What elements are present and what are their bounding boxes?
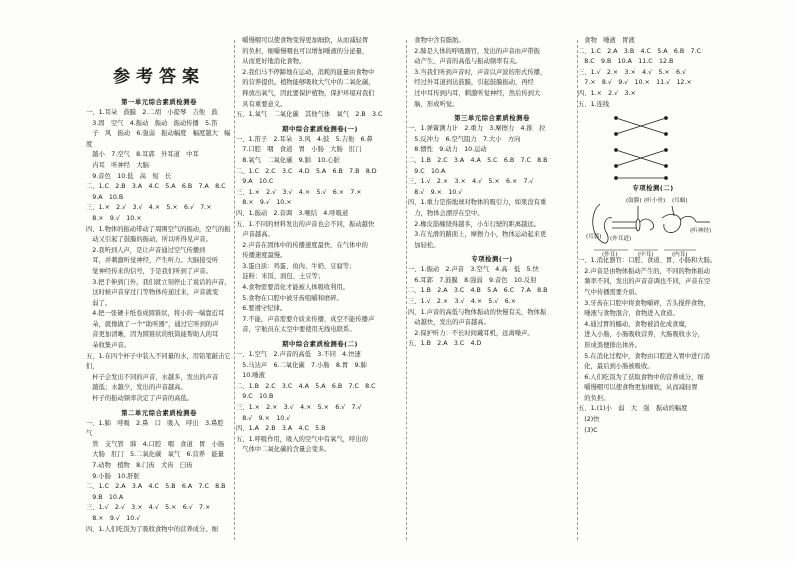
answer-line: 淀粉：米饭、面包、土豆等； <box>236 273 325 281</box>
answer-line: 朵收集声音。 <box>86 342 131 350</box>
column-divider <box>234 40 235 540</box>
answer-line: 大肠 肛门 5.二氧化碳 氧气 6.营养 能量 <box>86 451 224 459</box>
answer-line: 7.动物 植物 8.门齿 犬齿 臼齿 <box>86 462 193 469</box>
answer-line: (2)快 <box>578 416 600 424</box>
answer-block <box>86 419 232 536</box>
ear-label: (耳蜗) <box>672 198 688 205</box>
answer-line: 五、1.呼吸作用，吸入的空气中有氧气，呼出的 <box>236 435 368 443</box>
answer-line: 五、1.氧气 二氧化碳 其他气体 氧气 2.B 3.C <box>236 111 383 119</box>
answer-line: 一、1.耳朵 鼓膜 2.二胡 小提琴 吉他 鼓 <box>86 109 218 116</box>
answer-line: 朵，就像做了一个“助听器”，通过它听到的声 <box>86 320 219 328</box>
answer-line: 5.马达声 6.二氧化碳 7.小肠 8.胃 9.肺 <box>236 361 367 369</box>
answer-line: 觉神经传来的信号，于是我们听到了声音。 <box>86 267 212 275</box>
answer-line: 9.小肠 10.肝脏 <box>86 472 140 480</box>
answer-line: 一、1.消化器官：口腔、食道、胃、小肠和大肠。 <box>578 257 717 265</box>
answer-line: 9.音色 10.低 高 短 长 <box>86 172 172 180</box>
column-4 <box>578 36 728 546</box>
answer-line: 一、1.笛子 2.耳朵 3.风 4.鼓 5.吉他 6.鼻 <box>236 135 373 143</box>
answer-line: 一、1.振动 2.声音 3.空气 4.高 低 5.快 <box>408 266 539 274</box>
answer-line: 唾液与食物混合，食物进入食道。 <box>578 310 679 318</box>
answer-line: 一、1.肺 呼吸 2.鼻 口 吸入 呼出 3.鼻腔 气 <box>86 419 230 438</box>
answer-line: 从而更好地消化食物。 <box>236 58 306 66</box>
answer-line: 三、1.× 2.√ 3.√ 4.× 5.√ 6.× 7.× <box>236 188 362 196</box>
ear-label: (外耳道) <box>610 236 632 243</box>
answer-line: 三、1.× 2.√ 3.√ 4.× 5.× 6.√ 7.× <box>86 204 212 212</box>
answer-line: 进入小肠，小肠吸收营养，大肠吸收水分， <box>578 331 704 339</box>
answer-block <box>578 256 728 436</box>
answer-line: 传播速度最慢。 <box>236 252 287 260</box>
answer-line: 8.√ 9.× 10.√ <box>408 188 463 196</box>
answer-line: 五、1.不同的材料发出的声音也会不同，振动越快 <box>236 220 375 228</box>
answer-line: 食物 唾液 胃液 <box>578 37 635 44</box>
answer-line: 三、1.× 2.× 3.√ 4.× 5.× 6.√ 7.√ <box>236 404 362 411</box>
answer-line: 音，宇航员在太空中要使用无线电联系。 <box>236 326 356 334</box>
answer-line: 五、1.(1)小 弱 大 强 振动的幅度 <box>578 405 688 413</box>
section-heading: 第二单元综合素质检测卷 <box>121 408 197 417</box>
answer-line: 9.A 10.C <box>236 178 274 186</box>
answer-line: 二、1.B 2.A 3.C 4.B 5.A 6.C 7.A 8.B <box>408 287 548 295</box>
answer-block <box>578 36 728 110</box>
answer-line: 三、1.√ 2.× 3.√ 4.× 5.√ 6.× <box>408 298 516 306</box>
answer-line: 动产生，声音的高低与振动频率有关。 <box>408 58 522 66</box>
answer-line: 5.反冲力 6.空气阻力 7.大小 方向 <box>408 135 521 143</box>
answer-line: 5.食物在口腔中被牙齿咀嚼和磨碎。 <box>236 294 343 302</box>
answer-line: 4.把一张硬卡纸卷成圆锥状，将小的一端靠近耳 <box>86 310 225 318</box>
answer-line: 五、1.连线 <box>578 100 610 108</box>
answer-line: 加轻松。 <box>408 241 440 249</box>
answer-line: 气中传播需要介质。 <box>578 288 641 296</box>
ear-structure-diagram <box>586 194 722 259</box>
answer-line: 2.声音是由物体振动产生的，不同的物体振动 <box>578 267 710 275</box>
section-heading: 第三单元综合素质检测卷 <box>454 114 530 123</box>
answer-block <box>86 108 232 405</box>
answer-line: 动越快，发出的声音越高。 <box>408 319 490 327</box>
answer-line: 10.唾液 <box>236 372 265 380</box>
answer-line: 具有重要意义。 <box>236 100 287 108</box>
answer-line: 二、1.B 2.C 3.A 4.A 5.C 6.B 7.C 8.B <box>408 156 548 164</box>
ear-region-label: (中耳) <box>638 252 654 259</box>
answer-line: 2.肺是人体的呼吸器官，发出的声音由声带振 <box>408 47 540 55</box>
answer-line: 四、1.× 2.√ 3.× <box>578 89 636 97</box>
answer-line: 5.在消化过程中，食物由口腔进入胃中进行消 <box>578 352 710 360</box>
answer-line: 3.把手伸到门外，我们就立刻停止了说话的声音， <box>86 278 231 286</box>
answer-line: 8.√ 9.× 10.√ <box>236 414 291 422</box>
column-3 <box>408 36 576 546</box>
answer-line: 杯子会发出不同的声音，水越多，发出的声音 <box>86 373 219 381</box>
answer-line: 脑，形成听觉。 <box>408 100 459 108</box>
ear-region-label: (外耳) <box>602 252 618 259</box>
answer-line: 9.C 10.A <box>408 167 446 175</box>
answer-line: 8.× 9.√ 10.√ <box>86 514 141 522</box>
answer-line: 越低；水越少，发出的声音越高。 <box>86 384 187 392</box>
answer-line: 2.我们马不停蹄地在运动，消耗的能量由食物中 <box>236 68 375 76</box>
answer-line: 的负担，细嚼慢咽也可以增加唾液的分泌量， <box>236 47 369 55</box>
answer-line: 四、1.声音的高低与物体振动的快慢有关，物体振 <box>408 308 547 316</box>
answer-line: 3.牙齿在口腔中将食物嚼碎，舌头搅拌食物， <box>578 299 710 307</box>
answer-line: 经过外耳道到达鼓膜，引起鼓膜振动，再经 <box>408 79 534 87</box>
answer-line: 4.通过胃的蠕动，食物被消化成食糜， <box>578 320 692 328</box>
answer-line: 4.食物需要消化才能被人体吸收利用。 <box>236 284 350 292</box>
matching-lines-diagram <box>586 112 706 180</box>
answer-line: 越小 7.空气 8.耳郭 外耳道 中耳 <box>86 151 199 159</box>
answer-line: 8.氧气 二氧化碳 9.肺 10.心脏 <box>236 156 340 164</box>
section-heading: 第一单元综合素质检测卷 <box>121 98 197 106</box>
answer-line: 二、1.C 2.C 3.C 4.D 5.A 6.B 7.B 8.D <box>236 167 377 175</box>
answer-line: 这时候声音穿过门等物体传递过来，声音就变 <box>86 289 219 297</box>
answer-line: 四、1.物体的振动带动了周围空气的振动，空气的振 <box>86 225 231 233</box>
answer-line: 6.要遵守纪律。 <box>236 305 287 313</box>
answer-line: 二、1.C 2.B 3.A 4.C 5.A 6.B 7.A 8.C <box>86 183 226 191</box>
answer-line: 一、1.空气 2.声音的高低 3.不同 4.快速 <box>236 351 361 359</box>
answer-line: 三、1.√ 2.× 3.× 4.√ 5.× 6.√ <box>578 68 686 76</box>
answer-line: 嚼慢咽可以使食物变得更加细软，从而减轻胃 <box>236 37 369 44</box>
answer-line: 二、1.B 2.C 3.C 4.A 5.A 6.B 7.C 8.C <box>236 382 376 390</box>
answer-line: 四、1.人们吃饭为了吸收食物中的营养成分。细 <box>86 525 218 533</box>
answer-line: 频率不同，发出的声音音调也不同，声音在空 <box>578 278 711 286</box>
answer-line: 7.不能，声音需要介质来传播，真空不能传播声 <box>236 315 375 323</box>
answer-line: 9.A 10.B <box>86 193 124 201</box>
answer-block <box>408 124 576 251</box>
answer-line: 8.× 9.√ 10.× <box>86 214 142 222</box>
answer-block <box>408 265 576 350</box>
column-divider <box>406 40 407 540</box>
answer-block <box>408 36 576 110</box>
ear-label: (耳郭) <box>586 234 602 241</box>
answer-line: 化，最后到小肠被吸收。 <box>578 363 654 371</box>
answer-line: 2.保护听力：不长时间戴耳机，远离噪声。 <box>408 329 534 337</box>
answer-line: 的负担。 <box>578 394 610 402</box>
answer-block <box>236 36 404 121</box>
answer-line: 声音越高。 <box>236 231 274 239</box>
page-title: 参考答案 <box>113 67 205 87</box>
answer-line: 二、1.C 2.A 3.A 4.C 5.B 6.A 7.C 8.B <box>86 483 226 491</box>
answer-line: 子 风 振动 6.强弱 振动幅度 幅度越大 幅度 <box>86 130 231 148</box>
answer-line: 6.耳郭 7.鼓膜 8.强弱 9.音色 10.反射 <box>408 276 537 284</box>
answer-line: 杯子的振动频率决定了声音的高低。 <box>86 395 194 403</box>
answer-line: 嚼慢咽可以使食物更加细软，从而减轻胃 <box>578 384 698 392</box>
answer-line: 3.蛋白质：鸡蛋、鱼肉、牛奶、豆腐等； <box>236 262 356 270</box>
answer-line: 四、1.重力是指地球对物体的吸引力，如果没有重 <box>408 199 547 207</box>
answer-line: 2.声音在固体中的传播速度最快，在气体中的 <box>236 241 368 249</box>
answer-line: 6.人们吃饭为了获取食物中的营养成分，细 <box>578 373 704 381</box>
answer-line: 音更加清晰，因为圆锥状的纸筒能帮助人的耳 <box>86 331 219 339</box>
answer-line: 9.C 10.B <box>236 393 274 401</box>
answer-line: 三、1.√ 2.√ 3.× 4.√ 5.× 6.√ 7.× <box>86 504 211 512</box>
answer-line: (3)C <box>578 426 598 434</box>
answer-line: 动又引起了鼓膜的振动，所以听得见声音。 <box>86 236 212 244</box>
column-1 <box>86 36 232 546</box>
answer-line: 释放出氧气，因此要保护植物，保护环境对我们 <box>236 89 375 97</box>
answer-line: 7.× 8.√ 9.√ 10.× 11.√ 12.× <box>578 79 692 87</box>
section-heading: 期中综合素质检测卷(二) <box>282 340 358 349</box>
answer-line: 8.C 9.B 10.A 11.C 12.B <box>578 58 674 66</box>
answer-line: 9.B 10.A <box>86 493 124 501</box>
ear-label: (听小骨) <box>644 198 666 205</box>
answer-line: 8.惯性 9.动力 10.运动 <box>408 146 487 154</box>
answer-line: 管 支气管 肺 4.口腔 咽 食道 胃 小肠 <box>86 440 225 448</box>
answer-line: 8.× 9.√ 10.× <box>236 199 292 207</box>
answer-line: 弱了。 <box>86 299 112 307</box>
answer-line: 3.固 空气 4.振动 振动 振动传播 5.笛 <box>86 119 218 127</box>
answer-line: 食物中含有脂肪。 <box>408 37 465 44</box>
answer-line: 一、1.弹簧测力计 2.重力 3.摩擦力 4.推 拉 <box>408 125 546 133</box>
answer-line: 二、1.C 2.A 3.B 4.C 5.A 6.B 7.C <box>578 47 701 55</box>
answer-line: 3.在光滑的路面上，摩擦力小，物体运动起来更 <box>408 231 547 239</box>
column-2 <box>236 36 404 546</box>
matching-lines-svg <box>586 112 706 180</box>
section-heading: 专项检测(二) <box>632 184 674 193</box>
answer-line: 五、1.在四个杯子中装入不同量的水，用铅笔敲击它们， <box>86 352 231 371</box>
answer-line: 四、1.A 2.B 3.A 4.C 5.B <box>236 425 326 433</box>
answer-line: 四、1.振动 2.音调 3.喉结 4.呼吸道 <box>236 209 349 217</box>
ear-label: (鼓膜) <box>626 198 642 205</box>
answer-line: 过中耳传到内耳，刺激听觉神经，然后传到大 <box>408 89 541 97</box>
answer-line: 力，物体会漂浮在空中。 <box>408 209 484 217</box>
answer-line: 三、1.√ 2.× 3.× 4.√ 5.× 6.× 7.√ <box>408 178 534 186</box>
answer-line: 的营养提供。植物能够吸收大气中的二氧化碳， <box>236 79 375 87</box>
ear-label: (听神经) <box>690 228 712 235</box>
section-heading: 期中综合素质检测卷(一) <box>282 124 358 133</box>
answer-line: 7.口腔 咽 食道 胃 小肠 大肠 肛门 <box>236 146 362 154</box>
answer-line: 3.当我们听到声音时，声音以声波的形式传播， <box>408 68 547 76</box>
answer-block <box>236 350 404 456</box>
answer-line: 形成粪便排出体外。 <box>578 341 641 349</box>
answer-line: 2.我听到人声，是让声音通过空气传播到 <box>86 246 206 254</box>
ear-region-label: (内耳) <box>672 252 688 259</box>
answer-line: 耳，并刺激听觉神经，产生听力。大脑接受听 <box>86 257 219 265</box>
answer-line: 内耳 听神经 大脑 <box>86 161 149 169</box>
answer-block <box>236 135 404 336</box>
answer-line: 气体中二氧化碳的含量会变多。 <box>236 446 331 454</box>
answer-line: 五、1.B 2.A 3.C 4.D <box>408 340 482 348</box>
section-heading: 专项检测(一) <box>471 255 513 264</box>
answer-line: 2.橡皮筋缠绕得越多，小车行驶的距离越远。 <box>408 220 540 228</box>
